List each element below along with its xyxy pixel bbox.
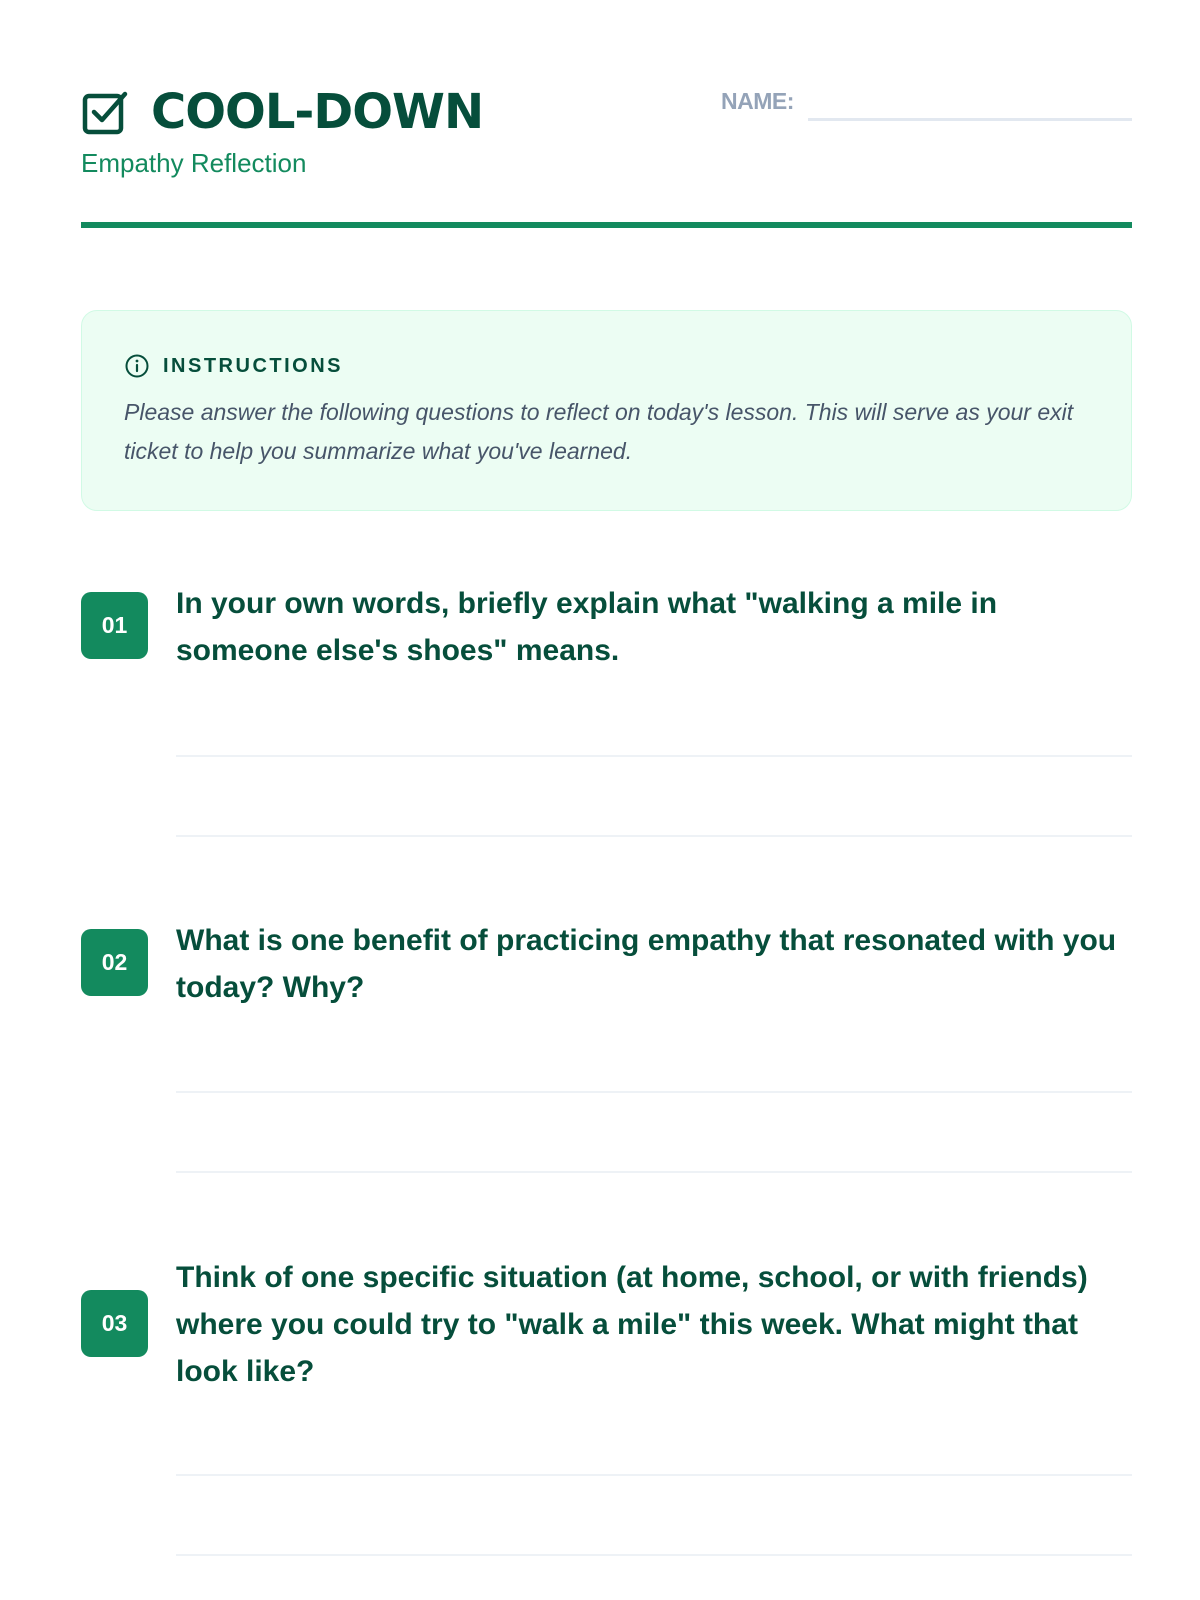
worksheet-page (81, 0, 1132, 1600)
header (81, 84, 1132, 184)
page-subtitle: Empathy Reflection (81, 148, 307, 178)
checkbox-icon (81, 86, 133, 138)
name-input-line[interactable] (808, 118, 1132, 121)
answer-line[interactable] (176, 755, 1132, 757)
question-number-badge: 03 (81, 1290, 148, 1357)
instructions-title: INSTRUCTIONS (163, 355, 343, 377)
instructions-box (81, 310, 1132, 511)
question-text: What is one benefit of practicing empathy that resonated with you today? Why? (176, 924, 1117, 1004)
answer-line[interactable] (176, 1554, 1132, 1556)
instructions-header (124, 351, 343, 381)
name-label: NAME: (721, 88, 794, 114)
info-icon (124, 353, 150, 379)
header-divider (81, 222, 1132, 228)
question-text: In your own words, briefly explain what "walking a mile in someone else's shoes" means. (176, 587, 998, 667)
question-text: Think of one specific situation (at home, school, or with friends) where you could try to "walk a mile" this week. What might that look like? (176, 1261, 1088, 1388)
instructions-text: Please answer the following questions to reflect on today's lesson. This will serve as your exit ticket to help you summarize what you've learned. (124, 399, 1074, 464)
name-field (721, 84, 1132, 124)
title-row (81, 84, 483, 140)
answer-line[interactable] (176, 1171, 1132, 1173)
answer-line[interactable] (176, 1474, 1132, 1476)
answer-line[interactable] (176, 835, 1132, 837)
question-number-badge: 02 (81, 929, 148, 996)
question-number-badge: 01 (81, 592, 148, 659)
answer-line[interactable] (176, 1091, 1132, 1093)
page-title: COOL-DOWN (151, 84, 484, 140)
